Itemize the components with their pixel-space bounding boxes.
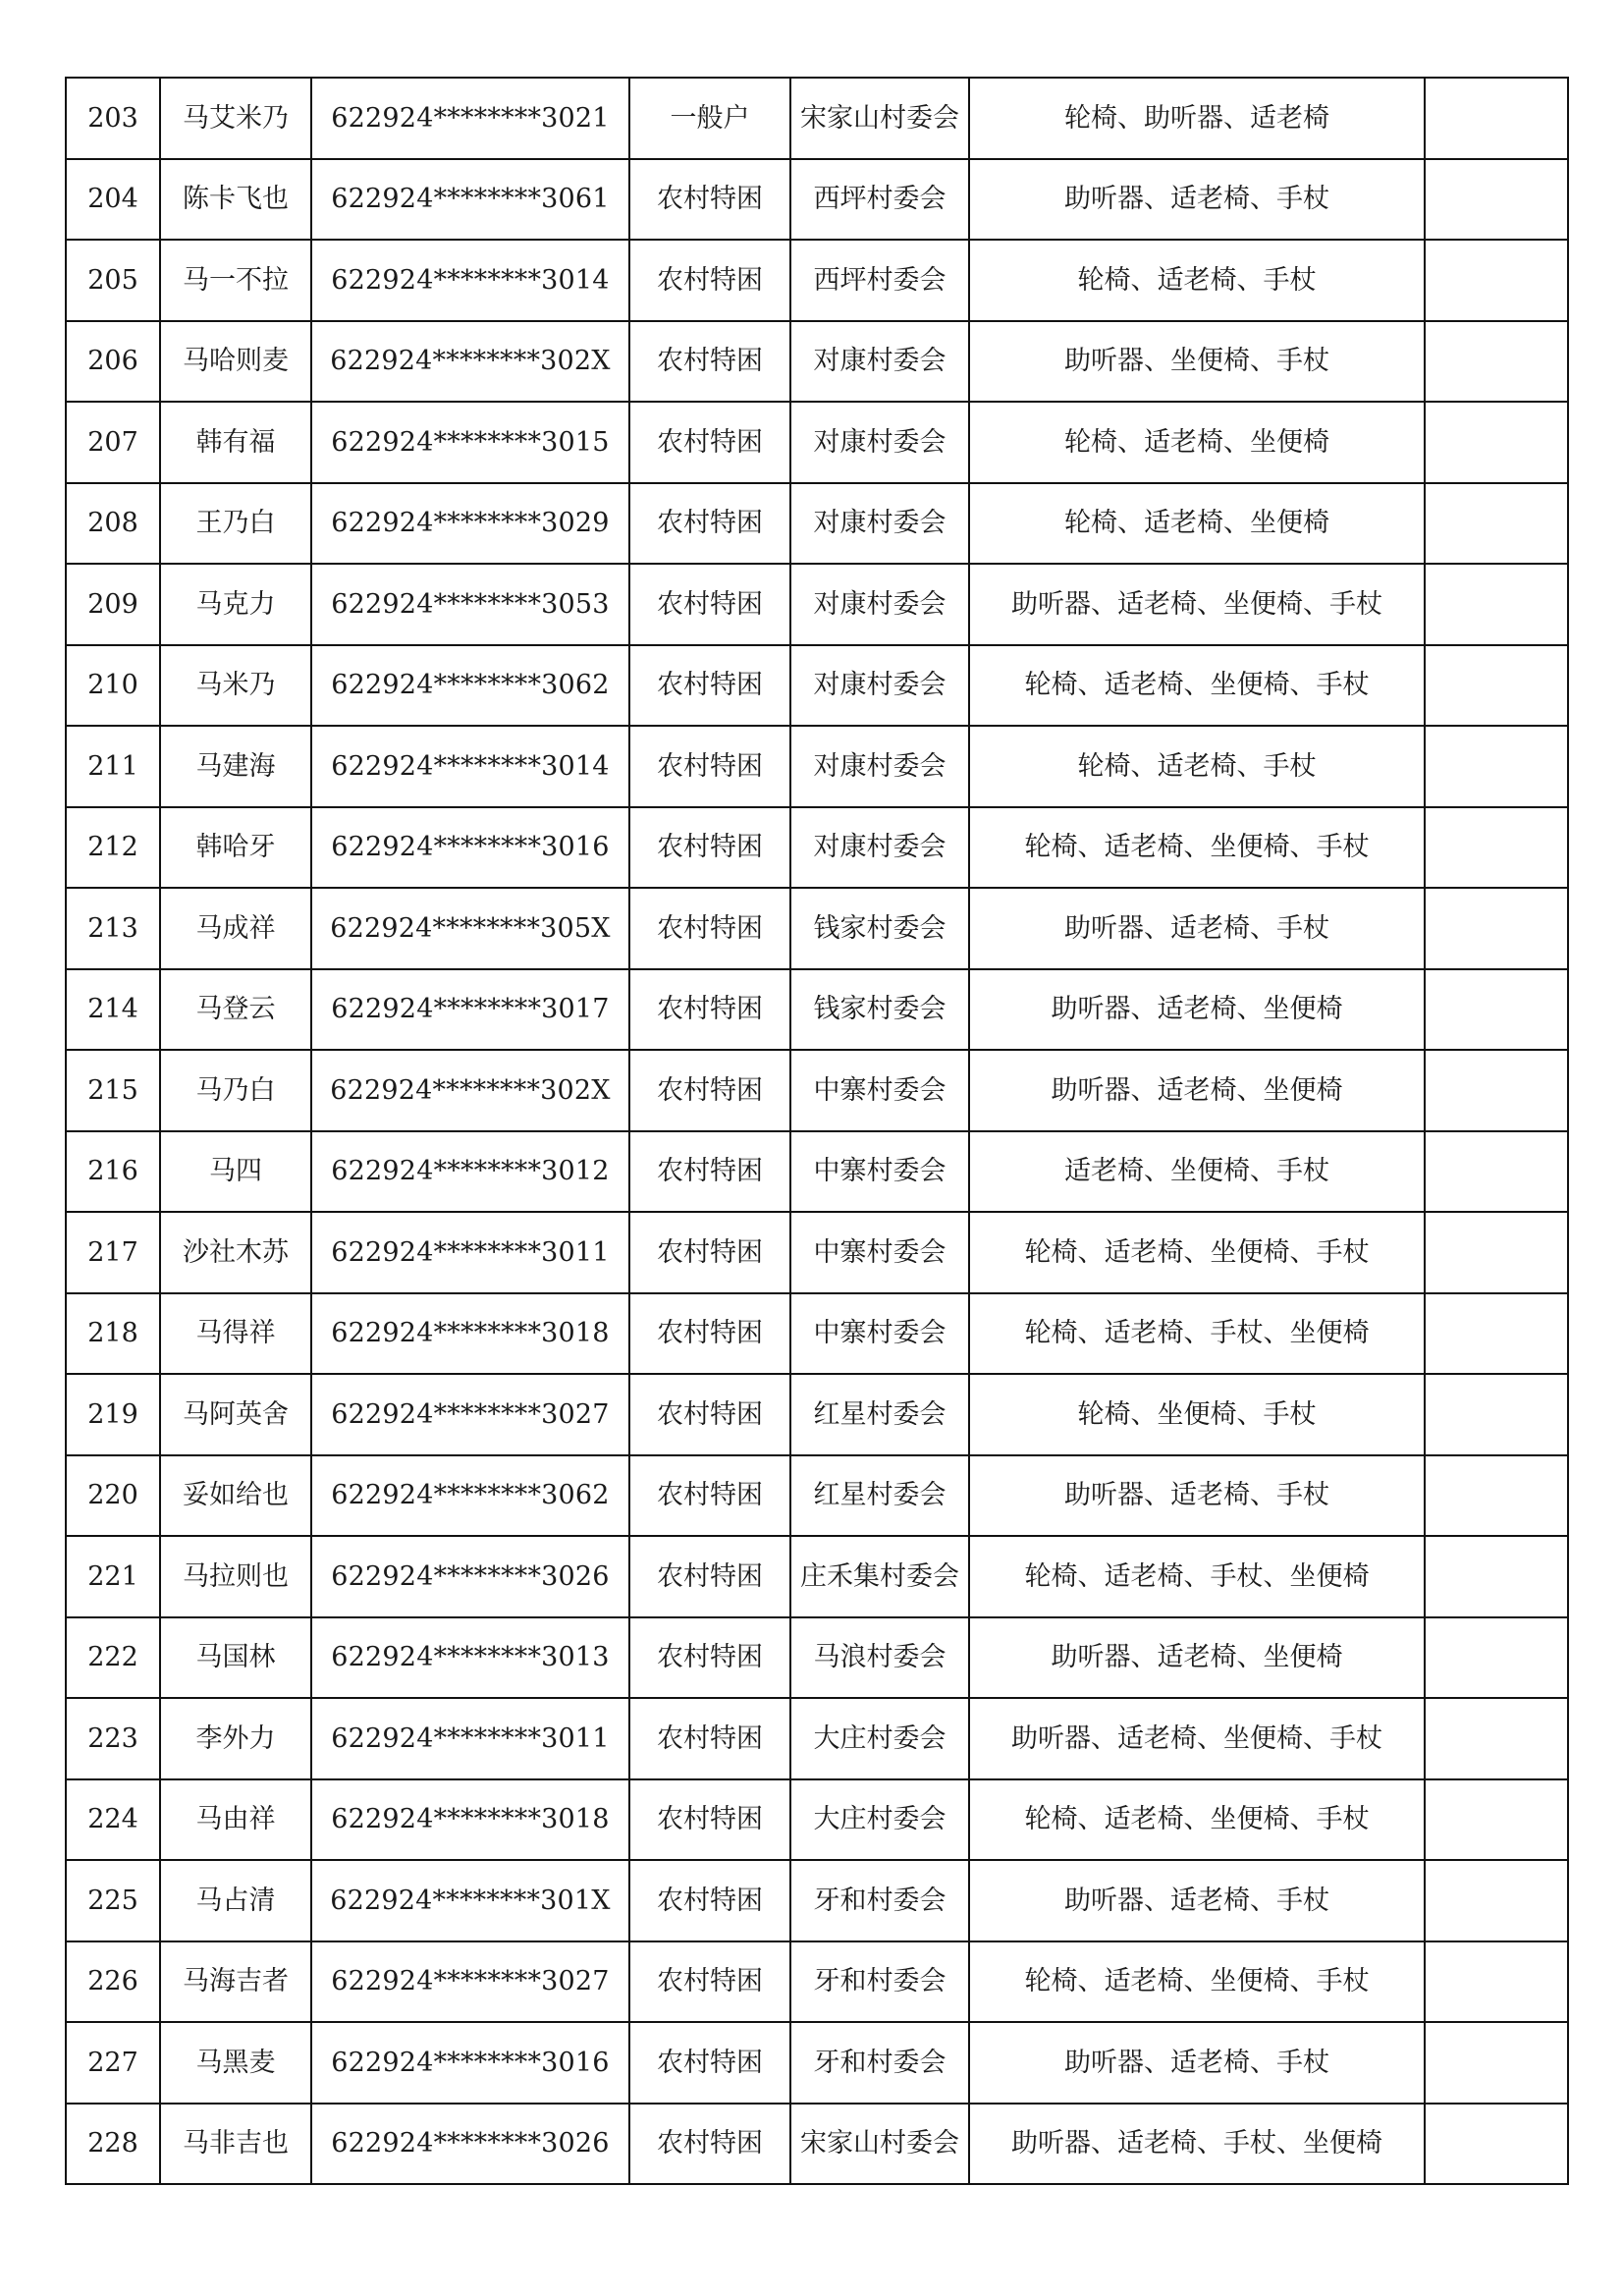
table-row — [66, 1050, 1568, 1131]
cell-id-number: 622924********3018 — [311, 1293, 629, 1375]
cell-village-committee: 对康村委会 — [790, 402, 969, 483]
cell-aid-items: 助听器、适老椅、坐便椅 — [969, 1617, 1425, 1699]
cell-serial-number: 217 — [66, 1212, 160, 1293]
cell-id-number: 622924********305X — [311, 888, 629, 969]
cell-household-type: 农村特困 — [629, 1617, 790, 1699]
cell-household-type: 农村特困 — [629, 402, 790, 483]
cell-name: 马黑麦 — [160, 2022, 311, 2104]
cell-remarks — [1425, 1779, 1568, 1861]
cell-village-committee: 牙和村委会 — [790, 1860, 969, 1941]
cell-aid-items: 助听器、适老椅、坐便椅、手杖 — [969, 1698, 1425, 1779]
cell-village-committee: 对康村委会 — [790, 645, 969, 727]
cell-village-committee: 西坪村委会 — [790, 159, 969, 241]
cell-household-type: 农村特困 — [629, 1455, 790, 1537]
cell-id-number: 622924********3011 — [311, 1212, 629, 1293]
table-row — [66, 321, 1568, 403]
cell-serial-number: 206 — [66, 321, 160, 403]
cell-household-type: 一般户 — [629, 78, 790, 159]
table-row — [66, 78, 1568, 159]
cell-id-number: 622924********3062 — [311, 1455, 629, 1537]
cell-aid-items: 轮椅、适老椅、手杖 — [969, 240, 1425, 321]
cell-village-committee: 中寨村委会 — [790, 1293, 969, 1375]
cell-aid-items: 助听器、适老椅、手杖 — [969, 888, 1425, 969]
cell-aid-items: 助听器、适老椅、手杖 — [969, 1455, 1425, 1537]
cell-serial-number: 226 — [66, 1941, 160, 2023]
cell-household-type: 农村特困 — [629, 1293, 790, 1375]
cell-household-type: 农村特困 — [629, 1536, 790, 1617]
cell-household-type: 农村特困 — [629, 564, 790, 645]
table-row — [66, 1698, 1568, 1779]
cell-name: 马克力 — [160, 564, 311, 645]
cell-aid-items: 助听器、适老椅、手杖 — [969, 159, 1425, 241]
cell-remarks — [1425, 726, 1568, 807]
cell-remarks — [1425, 1860, 1568, 1941]
cell-name: 马拉则也 — [160, 1536, 311, 1617]
cell-id-number: 622924********3026 — [311, 2104, 629, 2185]
cell-id-number: 622924********3029 — [311, 483, 629, 565]
cell-name: 妥如给也 — [160, 1455, 311, 1537]
cell-aid-items: 助听器、适老椅、手杖、坐便椅 — [969, 2104, 1425, 2185]
cell-remarks — [1425, 807, 1568, 889]
cell-household-type: 农村特困 — [629, 1131, 790, 1213]
cell-id-number: 622924********3013 — [311, 1617, 629, 1699]
cell-household-type: 农村特困 — [629, 240, 790, 321]
cell-remarks — [1425, 1293, 1568, 1375]
table-row — [66, 2104, 1568, 2185]
cell-aid-items: 轮椅、适老椅、手杖、坐便椅 — [969, 1293, 1425, 1375]
cell-village-committee: 钱家村委会 — [790, 969, 969, 1051]
cell-remarks — [1425, 1698, 1568, 1779]
cell-id-number: 622924********3014 — [311, 240, 629, 321]
table-row — [66, 483, 1568, 565]
cell-name: 马海吉者 — [160, 1941, 311, 2023]
cell-village-committee: 大庄村委会 — [790, 1779, 969, 1861]
table-row — [66, 969, 1568, 1051]
cell-aid-items: 助听器、适老椅、坐便椅、手杖 — [969, 564, 1425, 645]
cell-household-type: 农村特困 — [629, 726, 790, 807]
cell-id-number: 622924********3061 — [311, 159, 629, 241]
cell-aid-items: 轮椅、适老椅、坐便椅、手杖 — [969, 1212, 1425, 1293]
cell-household-type: 农村特困 — [629, 888, 790, 969]
cell-name: 马国林 — [160, 1617, 311, 1699]
cell-aid-items: 助听器、适老椅、手杖 — [969, 2022, 1425, 2104]
cell-id-number: 622924********3016 — [311, 2022, 629, 2104]
cell-household-type: 农村特困 — [629, 1860, 790, 1941]
cell-aid-items: 助听器、坐便椅、手杖 — [969, 321, 1425, 403]
table-row — [66, 240, 1568, 321]
cell-village-committee: 对康村委会 — [790, 321, 969, 403]
cell-household-type: 农村特困 — [629, 807, 790, 889]
cell-serial-number: 209 — [66, 564, 160, 645]
cell-household-type: 农村特困 — [629, 1698, 790, 1779]
cell-village-committee: 大庄村委会 — [790, 1698, 969, 1779]
cell-serial-number: 225 — [66, 1860, 160, 1941]
cell-aid-items: 轮椅、适老椅、坐便椅、手杖 — [969, 1941, 1425, 2023]
cell-name: 马阿英舍 — [160, 1374, 311, 1455]
table-row — [66, 1455, 1568, 1537]
cell-serial-number: 228 — [66, 2104, 160, 2185]
cell-remarks — [1425, 1617, 1568, 1699]
cell-village-committee: 宋家山村委会 — [790, 2104, 969, 2185]
cell-aid-items: 轮椅、适老椅、手杖 — [969, 726, 1425, 807]
cell-serial-number: 214 — [66, 969, 160, 1051]
cell-remarks — [1425, 240, 1568, 321]
cell-village-committee: 对康村委会 — [790, 807, 969, 889]
cell-id-number: 622924********302X — [311, 321, 629, 403]
cell-name: 李外力 — [160, 1698, 311, 1779]
cell-aid-items: 轮椅、坐便椅、手杖 — [969, 1374, 1425, 1455]
cell-id-number: 622924********3011 — [311, 1698, 629, 1779]
cell-name: 沙社木苏 — [160, 1212, 311, 1293]
cell-village-committee: 对康村委会 — [790, 564, 969, 645]
cell-serial-number: 224 — [66, 1779, 160, 1861]
table-row — [66, 1293, 1568, 1375]
table-row — [66, 1536, 1568, 1617]
cell-serial-number: 221 — [66, 1536, 160, 1617]
cell-remarks — [1425, 483, 1568, 565]
cell-serial-number: 216 — [66, 1131, 160, 1213]
table-body — [66, 78, 1568, 2184]
cell-village-committee: 钱家村委会 — [790, 888, 969, 969]
cell-serial-number: 204 — [66, 159, 160, 241]
cell-name: 马登云 — [160, 969, 311, 1051]
cell-id-number: 622924********3018 — [311, 1779, 629, 1861]
cell-remarks — [1425, 1941, 1568, 2023]
cell-household-type: 农村特困 — [629, 1941, 790, 2023]
records-table — [65, 77, 1569, 2185]
cell-household-type: 农村特困 — [629, 1374, 790, 1455]
cell-id-number: 622924********3021 — [311, 78, 629, 159]
cell-name: 马一不拉 — [160, 240, 311, 321]
cell-id-number: 622924********301X — [311, 1860, 629, 1941]
cell-aid-items: 助听器、适老椅、坐便椅 — [969, 1050, 1425, 1131]
cell-aid-items: 轮椅、适老椅、坐便椅 — [969, 483, 1425, 565]
cell-village-committee: 牙和村委会 — [790, 2022, 969, 2104]
cell-name: 韩有福 — [160, 402, 311, 483]
cell-household-type: 农村特困 — [629, 1212, 790, 1293]
cell-remarks — [1425, 645, 1568, 727]
cell-village-committee: 对康村委会 — [790, 726, 969, 807]
cell-id-number: 622924********3015 — [311, 402, 629, 483]
cell-village-committee: 宋家山村委会 — [790, 78, 969, 159]
table-row — [66, 1941, 1568, 2023]
cell-remarks — [1425, 564, 1568, 645]
cell-serial-number: 223 — [66, 1698, 160, 1779]
cell-remarks — [1425, 159, 1568, 241]
cell-serial-number: 215 — [66, 1050, 160, 1131]
cell-serial-number: 213 — [66, 888, 160, 969]
cell-serial-number: 219 — [66, 1374, 160, 1455]
cell-name: 马由祥 — [160, 1779, 311, 1861]
cell-aid-items: 轮椅、适老椅、坐便椅 — [969, 402, 1425, 483]
cell-village-committee: 庄禾集村委会 — [790, 1536, 969, 1617]
cell-name: 韩哈牙 — [160, 807, 311, 889]
cell-household-type: 农村特困 — [629, 321, 790, 403]
table-row — [66, 2022, 1568, 2104]
cell-household-type: 农村特困 — [629, 1050, 790, 1131]
cell-household-type: 农村特困 — [629, 645, 790, 727]
cell-name: 马占清 — [160, 1860, 311, 1941]
cell-remarks — [1425, 321, 1568, 403]
cell-remarks — [1425, 1536, 1568, 1617]
cell-serial-number: 205 — [66, 240, 160, 321]
table-row — [66, 1212, 1568, 1293]
cell-remarks — [1425, 1050, 1568, 1131]
cell-name: 马非吉也 — [160, 2104, 311, 2185]
cell-village-committee: 牙和村委会 — [790, 1941, 969, 2023]
cell-id-number: 622924********3062 — [311, 645, 629, 727]
cell-name: 马得祥 — [160, 1293, 311, 1375]
cell-serial-number: 222 — [66, 1617, 160, 1699]
cell-aid-items: 助听器、适老椅、坐便椅 — [969, 969, 1425, 1051]
cell-household-type: 农村特困 — [629, 2104, 790, 2185]
cell-name: 马哈则麦 — [160, 321, 311, 403]
table-row — [66, 1860, 1568, 1941]
cell-serial-number: 210 — [66, 645, 160, 727]
cell-remarks — [1425, 969, 1568, 1051]
cell-village-committee: 对康村委会 — [790, 483, 969, 565]
cell-name: 马四 — [160, 1131, 311, 1213]
cell-id-number: 622924********3016 — [311, 807, 629, 889]
cell-household-type: 农村特困 — [629, 969, 790, 1051]
cell-id-number: 622924********3014 — [311, 726, 629, 807]
cell-remarks — [1425, 78, 1568, 159]
cell-remarks — [1425, 2022, 1568, 2104]
cell-household-type: 农村特困 — [629, 483, 790, 565]
cell-serial-number: 208 — [66, 483, 160, 565]
table-row — [66, 726, 1568, 807]
cell-village-committee: 马浪村委会 — [790, 1617, 969, 1699]
cell-serial-number: 207 — [66, 402, 160, 483]
cell-remarks — [1425, 1131, 1568, 1213]
cell-remarks — [1425, 1212, 1568, 1293]
cell-aid-items: 轮椅、适老椅、手杖、坐便椅 — [969, 1536, 1425, 1617]
cell-aid-items: 适老椅、坐便椅、手杖 — [969, 1131, 1425, 1213]
cell-household-type: 农村特困 — [629, 159, 790, 241]
cell-id-number: 622924********3027 — [311, 1941, 629, 2023]
cell-id-number: 622924********302X — [311, 1050, 629, 1131]
cell-name: 马建海 — [160, 726, 311, 807]
cell-serial-number: 220 — [66, 1455, 160, 1537]
table-row — [66, 1779, 1568, 1861]
cell-aid-items: 轮椅、适老椅、坐便椅、手杖 — [969, 645, 1425, 727]
cell-serial-number: 227 — [66, 2022, 160, 2104]
cell-village-committee: 中寨村委会 — [790, 1050, 969, 1131]
cell-id-number: 622924********3026 — [311, 1536, 629, 1617]
cell-name: 马米乃 — [160, 645, 311, 727]
cell-aid-items: 助听器、适老椅、手杖 — [969, 1860, 1425, 1941]
cell-remarks — [1425, 402, 1568, 483]
table-row — [66, 807, 1568, 889]
cell-serial-number: 211 — [66, 726, 160, 807]
table-row — [66, 564, 1568, 645]
cell-aid-items: 轮椅、适老椅、坐便椅、手杖 — [969, 1779, 1425, 1861]
cell-name: 马成祥 — [160, 888, 311, 969]
cell-serial-number: 218 — [66, 1293, 160, 1375]
table-row — [66, 1374, 1568, 1455]
cell-remarks — [1425, 2104, 1568, 2185]
cell-remarks — [1425, 888, 1568, 969]
table-row — [66, 159, 1568, 241]
cell-village-committee: 中寨村委会 — [790, 1212, 969, 1293]
cell-remarks — [1425, 1455, 1568, 1537]
cell-name: 王乃白 — [160, 483, 311, 565]
cell-village-committee: 中寨村委会 — [790, 1131, 969, 1213]
cell-remarks — [1425, 1374, 1568, 1455]
cell-household-type: 农村特困 — [629, 1779, 790, 1861]
cell-village-committee: 西坪村委会 — [790, 240, 969, 321]
cell-id-number: 622924********3012 — [311, 1131, 629, 1213]
cell-name: 陈卡飞也 — [160, 159, 311, 241]
cell-household-type: 农村特困 — [629, 2022, 790, 2104]
table-row — [66, 1131, 1568, 1213]
table-row — [66, 888, 1568, 969]
cell-serial-number: 212 — [66, 807, 160, 889]
cell-village-committee: 红星村委会 — [790, 1374, 969, 1455]
cell-village-committee: 红星村委会 — [790, 1455, 969, 1537]
cell-name: 马乃白 — [160, 1050, 311, 1131]
cell-aid-items: 轮椅、助听器、适老椅 — [969, 78, 1425, 159]
table-row — [66, 645, 1568, 727]
cell-id-number: 622924********3053 — [311, 564, 629, 645]
table-row — [66, 402, 1568, 483]
table-row — [66, 1617, 1568, 1699]
cell-aid-items: 轮椅、适老椅、坐便椅、手杖 — [969, 807, 1425, 889]
cell-serial-number: 203 — [66, 78, 160, 159]
cell-name: 马艾米乃 — [160, 78, 311, 159]
cell-id-number: 622924********3027 — [311, 1374, 629, 1455]
cell-id-number: 622924********3017 — [311, 969, 629, 1051]
